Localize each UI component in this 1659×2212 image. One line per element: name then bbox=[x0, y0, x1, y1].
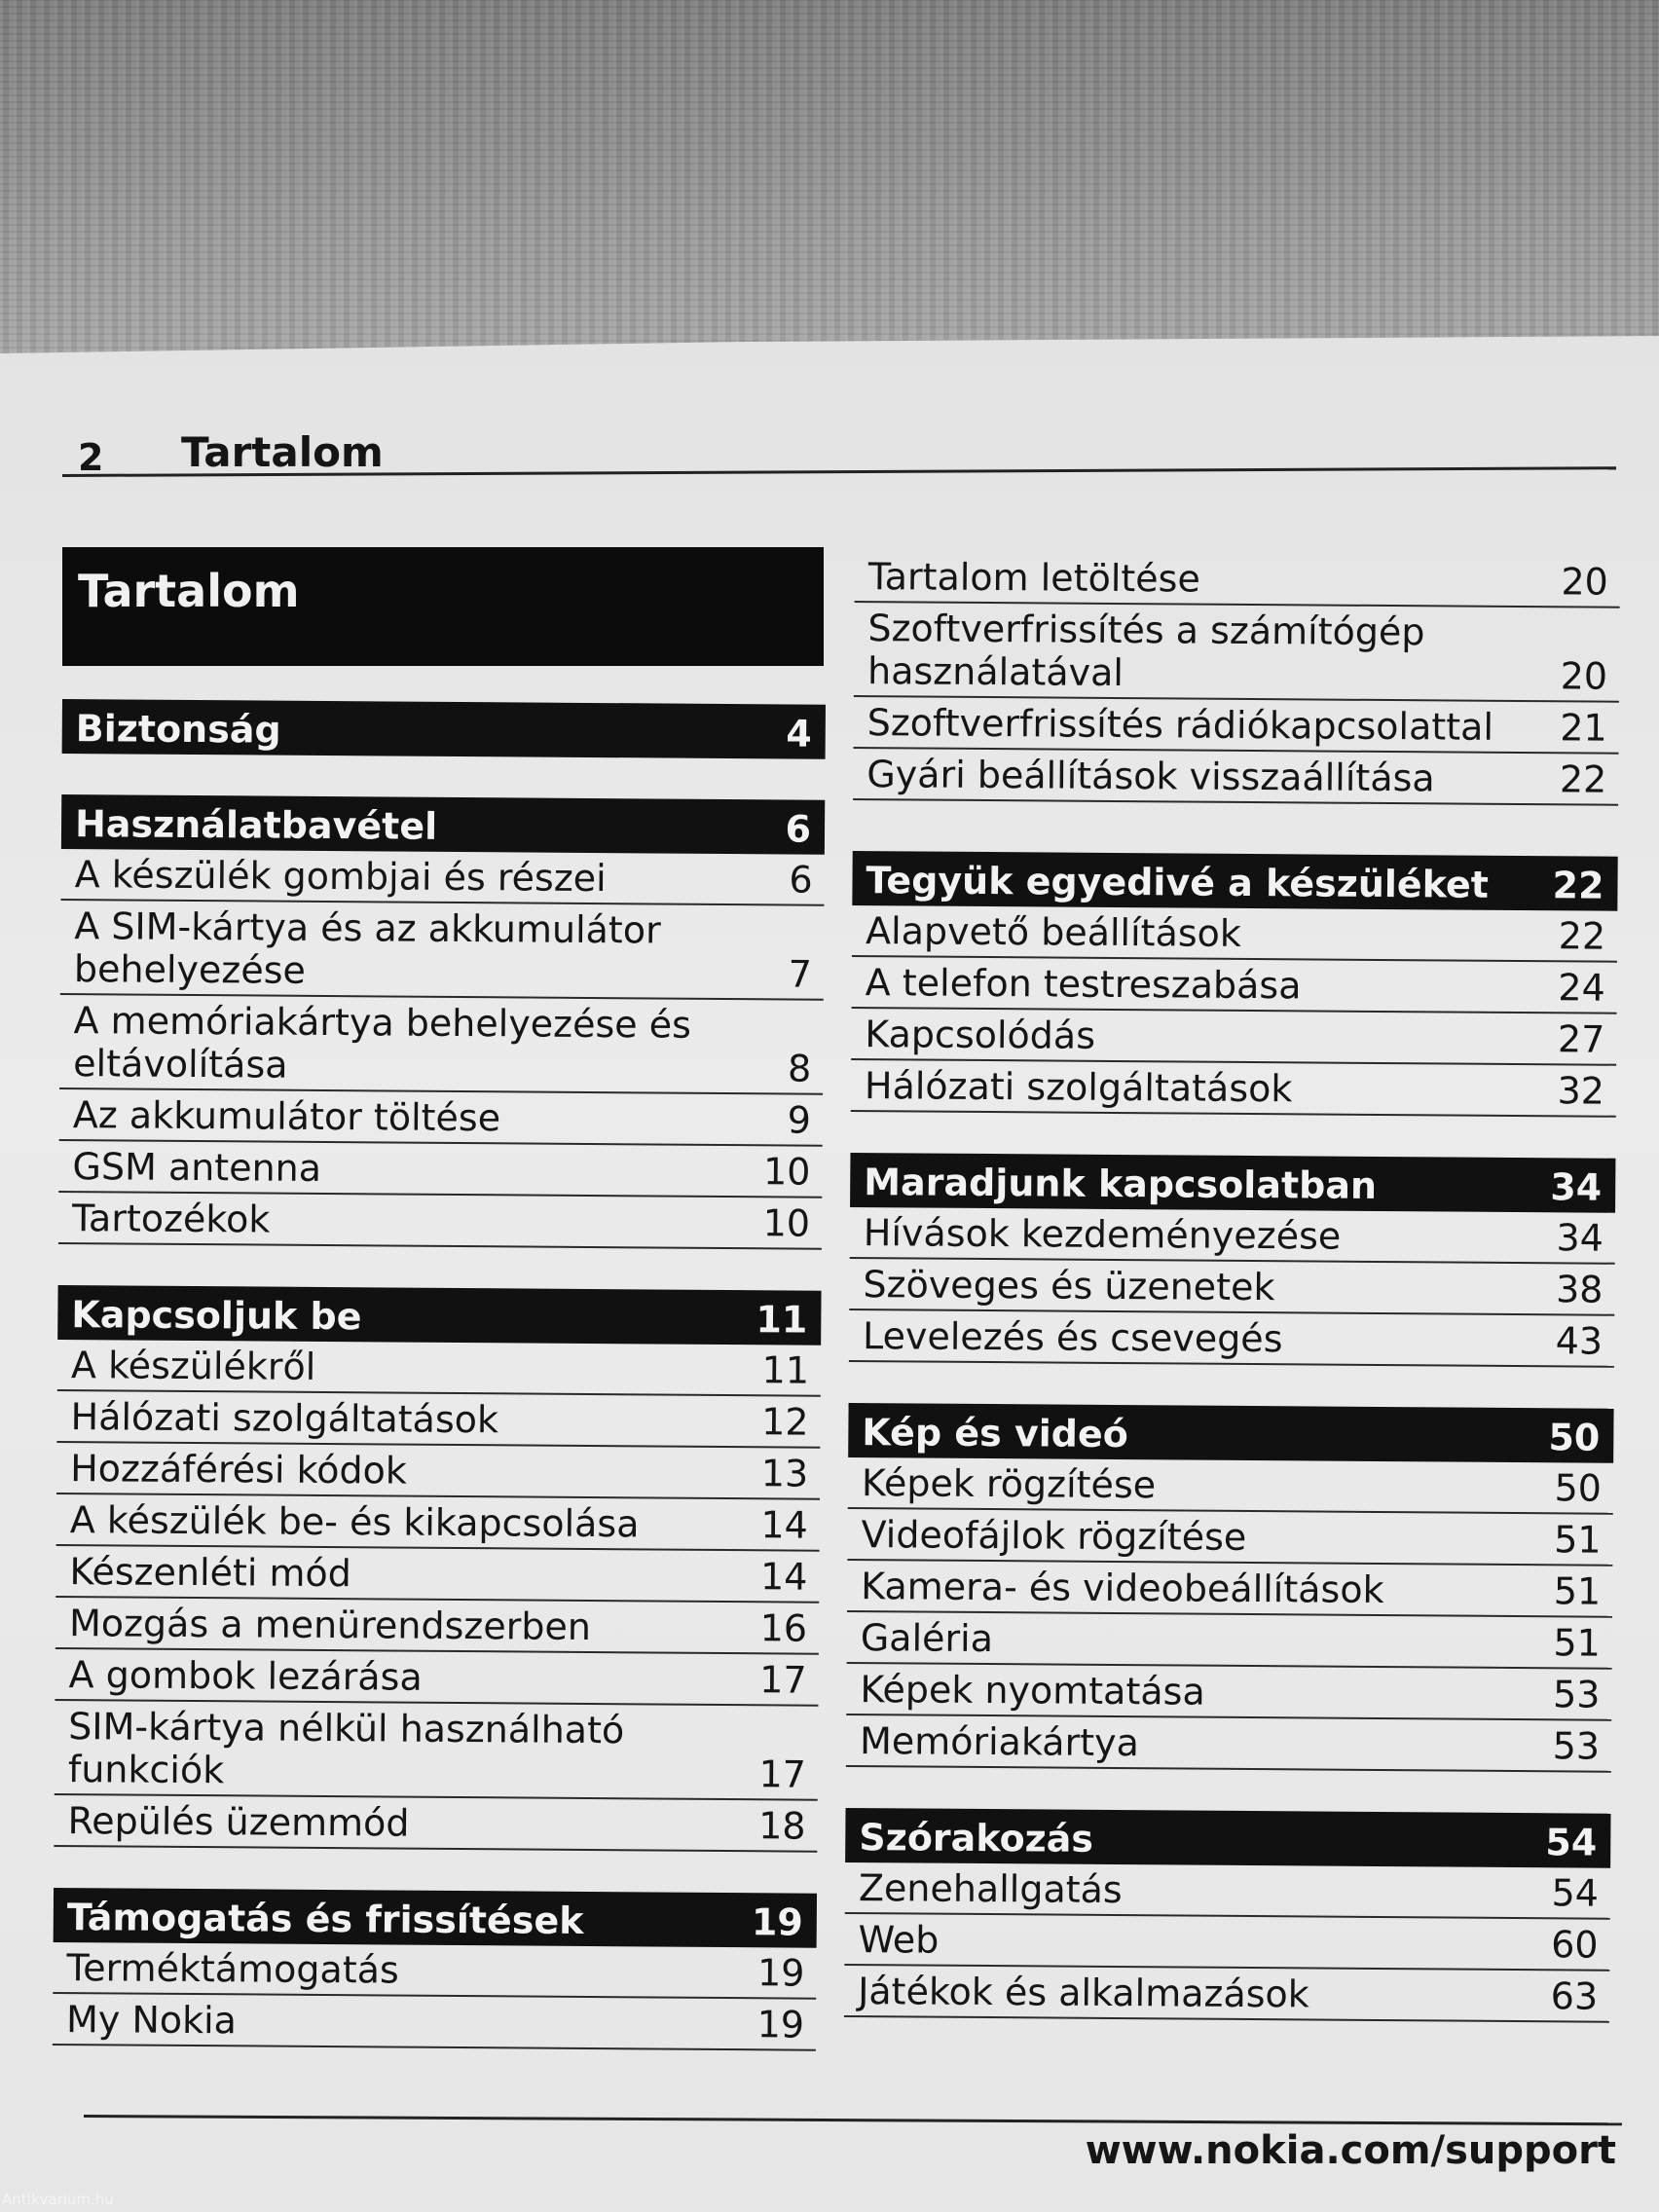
toc-section bbox=[53, 1888, 817, 2051]
toc-section-page: 4 bbox=[786, 712, 812, 756]
toc-right-sections bbox=[844, 851, 1618, 2023]
toc-entry bbox=[58, 1193, 822, 1250]
toc-entry-title: A készülékről bbox=[70, 1344, 316, 1388]
page-number: 2 bbox=[78, 436, 104, 479]
toc-entry-page: 54 bbox=[1551, 1871, 1600, 1915]
toc-entry bbox=[847, 1612, 1612, 1670]
toc-entry bbox=[846, 1715, 1611, 1773]
toc-entry bbox=[60, 849, 824, 906]
toc-entry-title: Hálózati szolgáltatások bbox=[70, 1395, 499, 1442]
toc-entry-title: Zenehallgatás bbox=[858, 1866, 1123, 1912]
toc-entry-title: Tartalom letöltése bbox=[867, 555, 1200, 601]
toc-entry-page: 16 bbox=[759, 1606, 808, 1650]
toc-entry-page: 6 bbox=[789, 858, 813, 902]
toc-entry bbox=[854, 697, 1619, 755]
toc-entry-title: Képek rögzítése bbox=[861, 1461, 1157, 1507]
toc-entry-page: 13 bbox=[760, 1452, 809, 1495]
toc-section-header bbox=[852, 851, 1617, 911]
toc-entry-page: 22 bbox=[1559, 757, 1607, 801]
toc-entry bbox=[851, 1009, 1616, 1066]
toc-entry bbox=[849, 1259, 1614, 1316]
running-header-title: Tartalom bbox=[181, 428, 384, 476]
toc-entry-page: 14 bbox=[760, 1503, 808, 1547]
toc-entry bbox=[53, 1942, 816, 2000]
toc-section-title: Tegyük egyedivé a készüléket bbox=[866, 859, 1490, 906]
watermark-text: Antikvarium.hu bbox=[2, 2191, 114, 2208]
toc-right-column bbox=[844, 551, 1620, 2023]
toc-section-page: 11 bbox=[756, 1298, 808, 1342]
toc-entry bbox=[55, 1546, 819, 1604]
toc-section-header bbox=[54, 1888, 817, 1948]
toc-entry-page: 43 bbox=[1555, 1319, 1604, 1363]
toc-entry-title: Szöveges és üzenetek bbox=[863, 1263, 1275, 1309]
toc-entry-page: 18 bbox=[758, 1804, 806, 1848]
toc-entry-page: 17 bbox=[759, 1658, 807, 1702]
toc-entry bbox=[855, 551, 1620, 608]
background-fabric bbox=[0, 0, 1659, 389]
toc-entry-page: 27 bbox=[1557, 1017, 1605, 1061]
toc-right-lead-entries bbox=[853, 551, 1620, 806]
toc-section bbox=[849, 1153, 1616, 1368]
toc-entry-title: A gombok lezárása bbox=[68, 1653, 423, 1699]
toc-entry-title: Játékok és alkalmazások bbox=[857, 1970, 1309, 2016]
toc-entry-title: Gyári beállítások visszaállítása bbox=[866, 753, 1435, 800]
toc-entry-page: 7 bbox=[788, 952, 813, 996]
toc-section-page: 54 bbox=[1545, 1821, 1598, 1864]
toc-entry-title: Mozgás a menürendszerben bbox=[68, 1602, 592, 1649]
toc-section-header bbox=[850, 1153, 1615, 1213]
toc-entry-page: 20 bbox=[1561, 560, 1608, 604]
toc-section-title: Kép és videó bbox=[862, 1411, 1129, 1456]
toc-entry bbox=[58, 1141, 822, 1198]
toc-entry-page: 17 bbox=[758, 1752, 807, 1796]
toc-entry-title: Alapvető beállítások bbox=[865, 909, 1242, 955]
toc-entry bbox=[854, 603, 1620, 703]
toc-entry-page: 24 bbox=[1558, 966, 1605, 1010]
toc-entry-title: Repülés üzemmód bbox=[67, 1799, 410, 1845]
toc-entry bbox=[60, 901, 825, 1001]
toc-section-title: Támogatás és frissítések bbox=[66, 1896, 584, 1942]
toc-entry bbox=[852, 957, 1617, 1014]
toc-section-header bbox=[845, 1808, 1610, 1868]
toc-entry-title: Videofájlok rögzítése bbox=[861, 1513, 1247, 1559]
toc-entry-title: A telefon testreszabása bbox=[865, 961, 1302, 1008]
toc-entry-title: Képek nyomtatása bbox=[860, 1668, 1205, 1714]
toc-section-page: 50 bbox=[1548, 1416, 1601, 1459]
toc-entry-page: 51 bbox=[1553, 1569, 1602, 1613]
toc-section-title: Kapcsoljuk be bbox=[71, 1293, 362, 1339]
toc-entry-title: Szoftverfrissítés a számítógép használatával bbox=[866, 607, 1425, 695]
toc-entry bbox=[846, 1664, 1611, 1721]
toc-entry bbox=[59, 1089, 823, 1147]
toc-entry-page: 14 bbox=[759, 1555, 808, 1599]
toc-entry-title: A memóriakártya behelyezése és eltávolítása bbox=[73, 999, 692, 1087]
toc-entry-page: 50 bbox=[1554, 1466, 1603, 1510]
toc-entry-page: 53 bbox=[1552, 1673, 1601, 1716]
toc-entry-title: A készülék gombjai és részei bbox=[74, 853, 607, 901]
toc-entry bbox=[55, 1598, 819, 1655]
toc-entry bbox=[849, 1310, 1614, 1368]
toc-entry bbox=[845, 1862, 1610, 1920]
toc-entry bbox=[54, 1795, 817, 1853]
toc-section-title: Maradjunk kapcsolatban bbox=[864, 1161, 1378, 1207]
toc-entry-page: 38 bbox=[1555, 1268, 1604, 1311]
toc-section-header bbox=[57, 1285, 821, 1346]
toc-section bbox=[844, 1808, 1611, 2023]
toc-entry-title: Levelezés és csevegés bbox=[862, 1314, 1283, 1361]
toc-left-column bbox=[53, 699, 826, 2051]
toc-entry-title: Web bbox=[858, 1918, 940, 1962]
toc-section-title: Biztonság bbox=[75, 707, 281, 752]
toc-section-header bbox=[61, 794, 825, 855]
toc-entry bbox=[848, 1457, 1613, 1515]
toc-entry-page: 51 bbox=[1553, 1621, 1601, 1665]
toc-entry-page: 10 bbox=[762, 1150, 811, 1194]
toc-entry bbox=[844, 1966, 1609, 2023]
toc-section bbox=[54, 1285, 821, 1853]
toc-entry-page: 19 bbox=[756, 2003, 805, 2046]
toc-entry-title: Memóriakártya bbox=[859, 1719, 1140, 1765]
toc-section-page: 22 bbox=[1552, 864, 1604, 907]
toc-entry-title: A készülék be- és kikapcsolása bbox=[69, 1498, 640, 1546]
toc-entry bbox=[56, 1494, 820, 1552]
toc-entry bbox=[55, 1649, 818, 1707]
toc-section bbox=[851, 851, 1618, 1118]
toc-section-title: Szórakozás bbox=[859, 1816, 1094, 1861]
toc-entry-title: Az akkumulátor töltése bbox=[72, 1093, 501, 1140]
toc-entry-title: Kapcsolódás bbox=[865, 1013, 1096, 1057]
toc-entry-page: 9 bbox=[787, 1098, 812, 1142]
toc-entry bbox=[56, 1443, 820, 1500]
toc-entry-page: 8 bbox=[787, 1047, 812, 1090]
toc-entry bbox=[847, 1561, 1612, 1618]
toc-entry-page: 20 bbox=[1560, 654, 1608, 698]
toc-section-page: 34 bbox=[1550, 1165, 1603, 1209]
toc-entry-page: 51 bbox=[1554, 1518, 1602, 1562]
toc-entry-title: Kamera- és videobeállítások bbox=[861, 1565, 1384, 1612]
toc-entry-page: 34 bbox=[1556, 1216, 1604, 1260]
toc-entry-page: 21 bbox=[1560, 706, 1607, 750]
toc-entry-title: Galéria bbox=[860, 1616, 994, 1661]
footer-url: www.nokia.com/support bbox=[1085, 2128, 1616, 2173]
toc-entry bbox=[850, 1207, 1615, 1265]
toc-section-page: 6 bbox=[785, 807, 812, 851]
toc-entry-page: 60 bbox=[1551, 1923, 1599, 1967]
toc-entry bbox=[57, 1340, 821, 1397]
toc-entry bbox=[847, 1509, 1612, 1567]
toc-entry-title: My Nokia bbox=[65, 1998, 238, 2043]
toc-section bbox=[846, 1403, 1614, 1773]
toc-entry-title: Szoftverfrissítés rádiókapcsolattal bbox=[866, 701, 1494, 749]
toc-entry bbox=[56, 1391, 820, 1449]
toc-entry bbox=[53, 1994, 816, 2051]
toc-entry-page: 53 bbox=[1552, 1724, 1601, 1768]
toc-entry-page: 12 bbox=[761, 1400, 809, 1444]
toc-entry bbox=[55, 1701, 819, 1801]
toc-section-header bbox=[848, 1403, 1613, 1463]
toc-entry-page: 11 bbox=[761, 1348, 810, 1392]
toc-entry-title: Hálózati szolgáltatások bbox=[864, 1064, 1293, 1111]
toc-section bbox=[62, 699, 826, 759]
toc-entry-page: 63 bbox=[1550, 1974, 1599, 2018]
toc-entry bbox=[852, 905, 1617, 963]
toc-entry-page: 10 bbox=[762, 1201, 811, 1245]
toc-entry-page: 19 bbox=[756, 1951, 805, 1995]
toc-entry-title: A SIM-kártya és az akkumulátor behelyezése bbox=[73, 904, 661, 992]
toc-section-title: Használatbavétel bbox=[74, 802, 438, 848]
toc-entry bbox=[844, 1914, 1609, 1972]
toc-entry bbox=[853, 749, 1618, 806]
toc-section bbox=[58, 794, 825, 1250]
toc-section-header bbox=[62, 699, 826, 759]
toc-entry bbox=[851, 1060, 1616, 1118]
toc-entry-page: 32 bbox=[1557, 1069, 1605, 1113]
toc-entry bbox=[59, 995, 824, 1095]
toc-section-page: 19 bbox=[751, 1900, 803, 1944]
toc-entry-title: Hívások kezdeményezése bbox=[863, 1211, 1342, 1258]
toc-title-banner: Tartalom bbox=[62, 547, 824, 666]
toc-entry-page: 22 bbox=[1558, 914, 1606, 958]
toc-entry-title: Terméktámogatás bbox=[66, 1946, 399, 1992]
toc-entry-title: Tartozékok bbox=[71, 1197, 271, 1241]
toc-entry-title: Készenléti mód bbox=[69, 1550, 352, 1596]
toc-entry-title: SIM-kártya nélkül használható funkciók bbox=[67, 1705, 625, 1792]
toc-entry-title: GSM antenna bbox=[72, 1145, 322, 1190]
toc-entry-title: Hozzáférési kódok bbox=[70, 1447, 408, 1493]
